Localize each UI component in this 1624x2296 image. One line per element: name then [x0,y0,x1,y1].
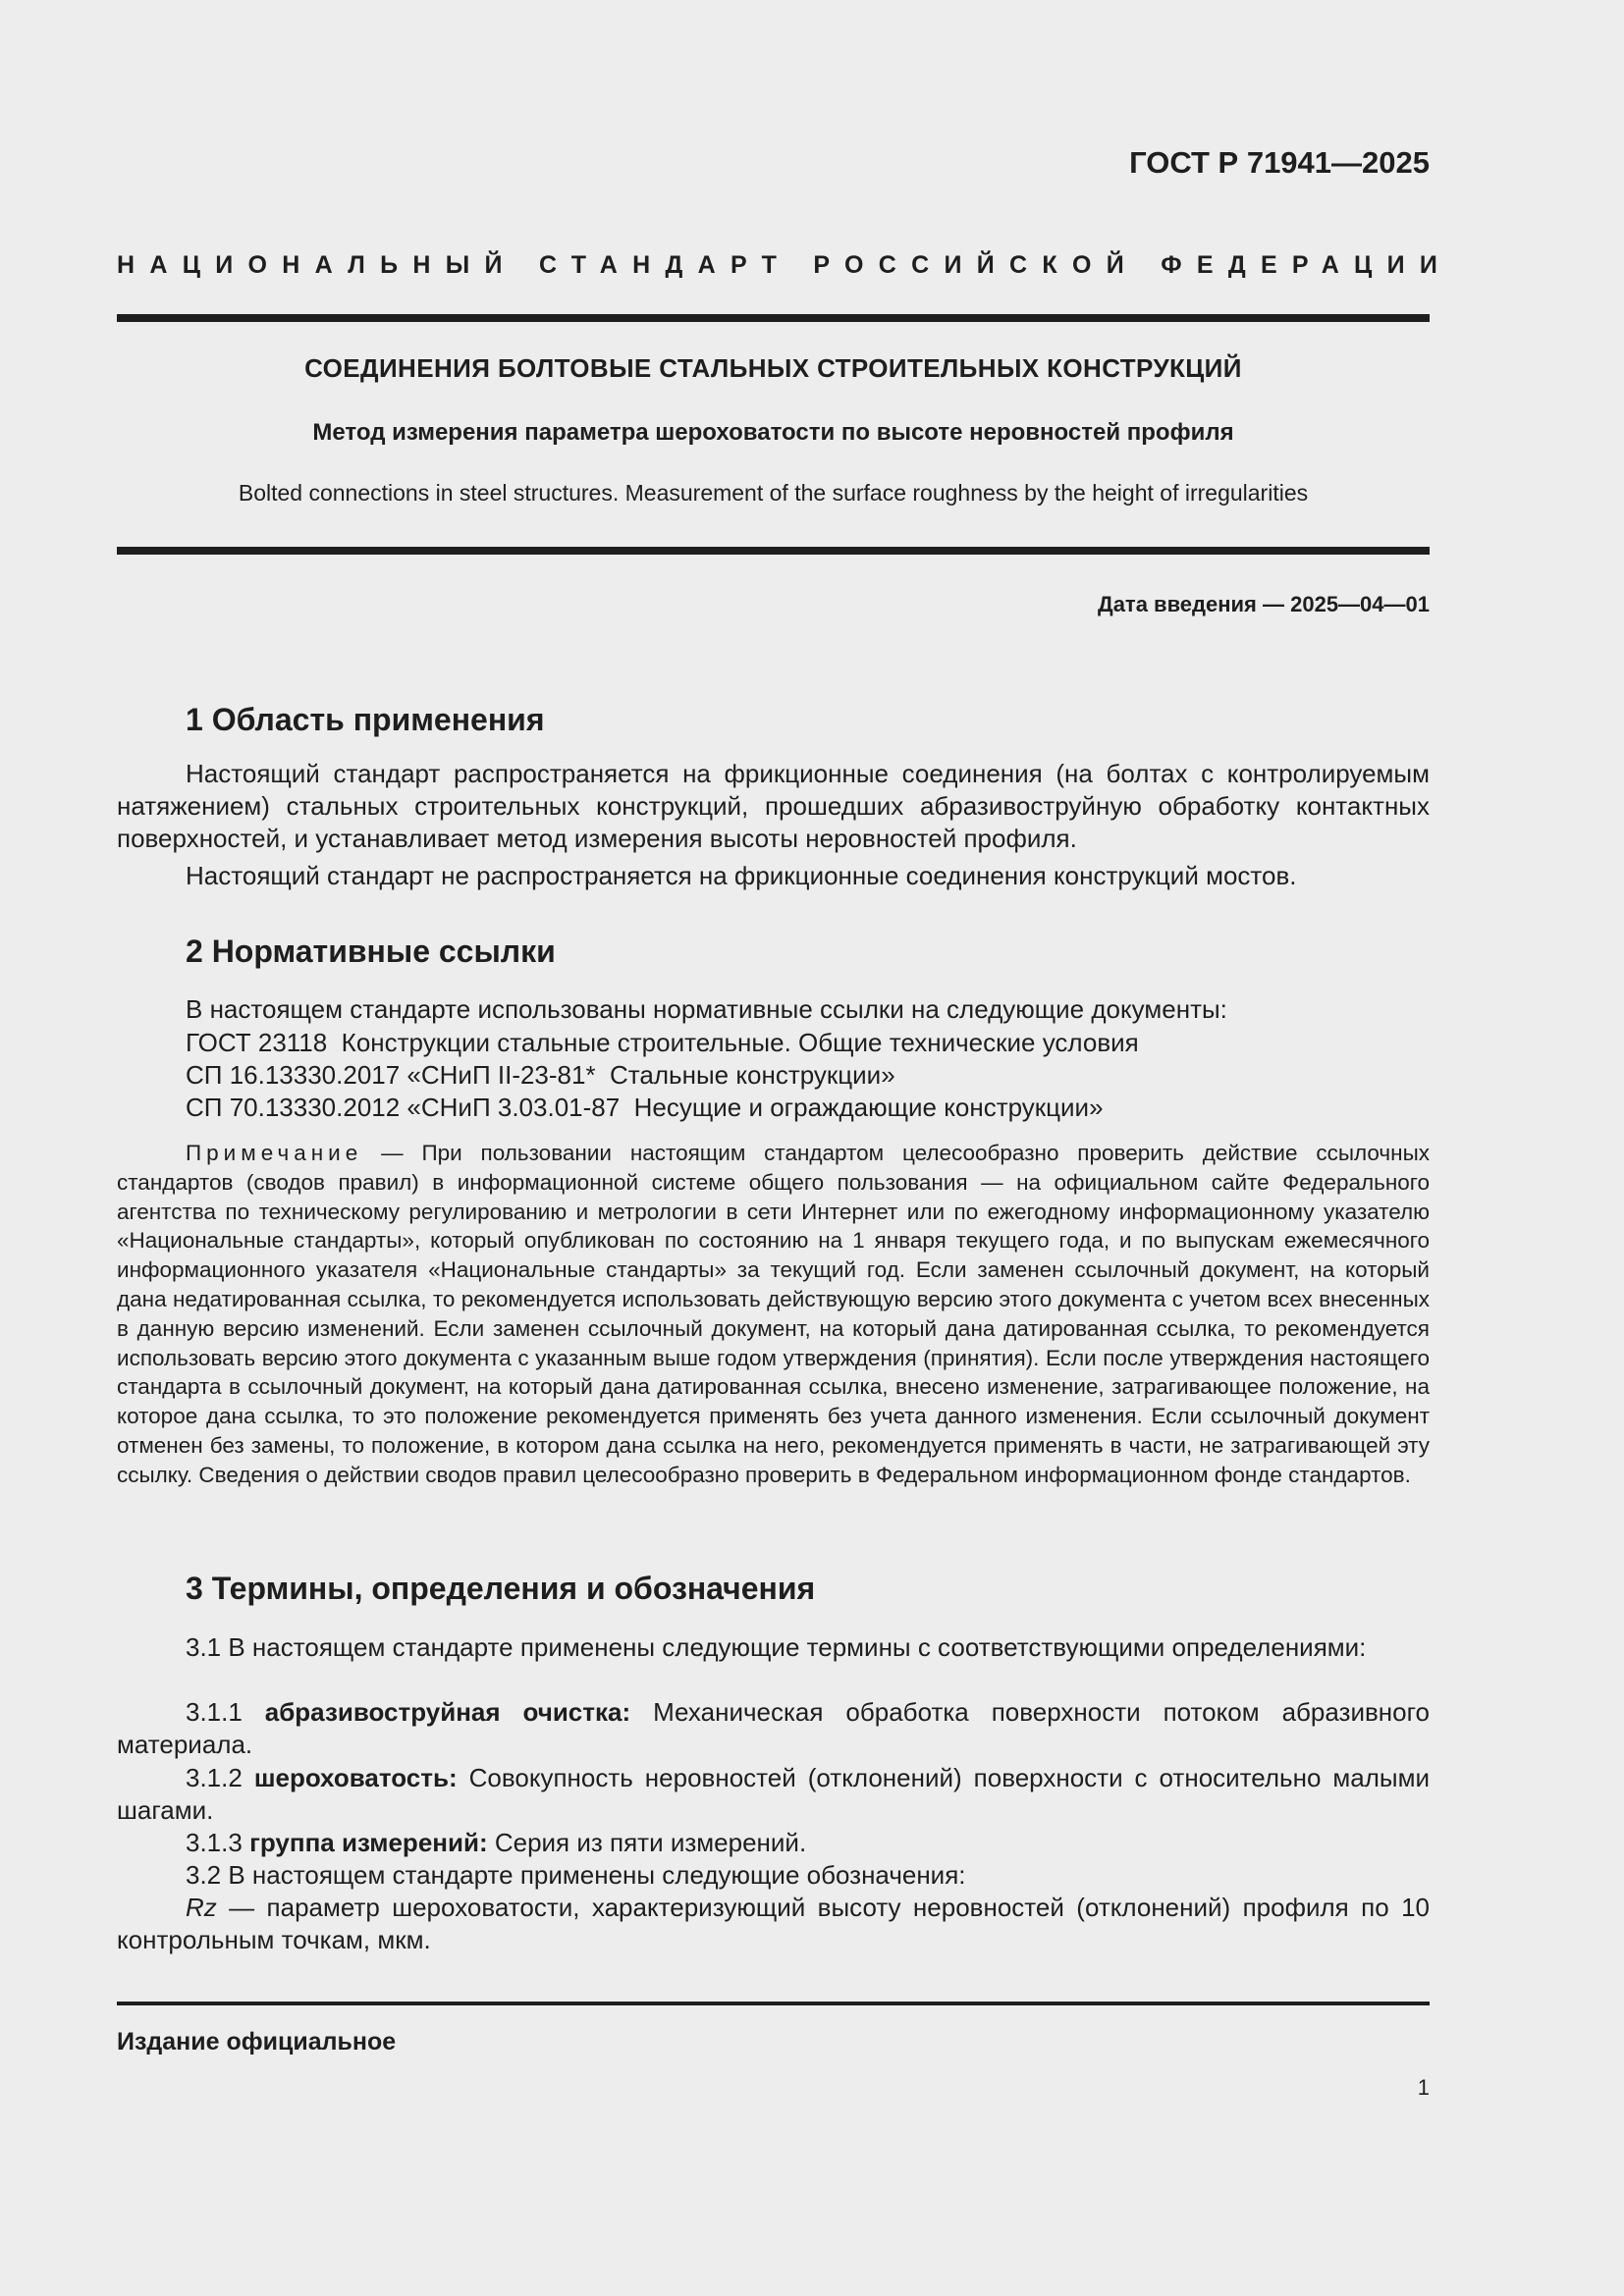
document-subtitle: Метод измерения параметра шероховатости по высоте неровностей профиля [312,419,1234,446]
document-title: СОЕДИНЕНИЯ БОЛТОВЫЕ СТАЛЬНЫХ СТРОИТЕЛЬНЫХ КОНСТРУКЦИЙ [304,353,1242,383]
standard-number: ГОСТ Р 71941—2025 [1129,145,1430,180]
term-definition: Механическая обработка поверхности потоком абразивного материала. [117,1697,1430,1759]
references-note [117,1139,1430,1490]
clause-3-2: 3.2 В настоящем стандарте применены следующие обозначения: [186,1860,966,1890]
reference-item: СП 70.13330.2012 «СНиП 3.03.01-87 Несущие и ограждающие конструкции» [186,1093,1104,1122]
symbol-definition: — параметр шероховатости, характеризующий высоту неровностей (отклонений) профиля по 10 контрольным точкам, мкм. [117,1893,1430,1954]
note-text: — При пользовании настоящим стандартом целесообразно проверить действие ссылочных стандартов (сводов правил) в информационной системе общего пользования — на официальном сайте Федерального агентства по техническому регулированию и метрологии в сети Интернет или по ежегодному информационному указателю «Национальные стандарты», который опубликован по состоянию на 1 января текущего года, и по выпускам ежемесячного информационного указателя «Национальные стандарты» за текущий год. Если заменен ссылочный документ, на который дана недатированная ссылка, то рекомендуется использовать действующую версию этого документа с учетом всех внесенных в данную версию изменений. Если заменен ссылочный документ, на который дана датированная ссылка, то рекомендуется использовать версию этого документа с указанным выше годом утверждения (принятия). Если после утверждения настоящего стандарта в ссылочный документ, на который дана датированная ссылка, внесено изменение, затрагивающее положение, на которое дана ссылка, то это положение рекомендуется применять без учета данного изменения. Если ссылочный документ отменен без замены, то положение, в котором дана ссылка на него, рекомендуется применять в части, не затрагивающей эту ссылку. Сведения о действии сводов правил целесообразно проверить в Федеральном информационном фонде стандартов. [117,1141,1430,1487]
section-1-paragraph-2: Настоящий стандарт не распространяется на фрикционные соединения конструкций мостов. [186,861,1297,890]
symbol-name: Rz [186,1893,217,1922]
term-3-1-3 [117,1827,1430,1859]
references-intro: В настоящем стандарте использованы нормативные ссылки на следующие документы: [186,994,1227,1024]
symbol-rz [117,1892,1430,1956]
section-2-heading: 2 Нормативные ссылки [186,934,556,969]
term-name: абразивоструйная очистка: [264,1697,631,1727]
title-bottom-rule [117,547,1430,555]
section-1-heading: 1 Область применения [186,702,545,737]
top-rule [117,314,1430,322]
term-definition: Совокупность неровностей (отклонений) поверхности с относительно малыми шагами. [117,1763,1430,1825]
term-definition: Серия из пяти измерений. [487,1828,807,1857]
term-3-1-2 [117,1762,1430,1827]
introduction-date: Дата введения — 2025—04—01 [1098,592,1430,616]
clause-3-1: 3.1 В настоящем стандарте применены следующие термины с соответствующими определениями: [186,1632,1367,1662]
term-number: 3.1.3 [186,1828,250,1857]
edition-label: Издание официальное [117,2028,397,2056]
english-title: Bolted connections in steel structures. Measurement of the surface roughness by the height of irregularities [238,480,1309,506]
page-number: 1 [1417,2075,1430,2100]
term-name: группа измерений: [249,1828,488,1857]
reference-item: ГОСТ 23118 Конструкции стальные строительные. Общие технические условия [186,1028,1139,1057]
term-number: 3.1.2 [186,1763,254,1792]
note-label: Примечание [186,1141,363,1165]
reference-item: СП 16.13330.2017 «СНиП II-23-81* Стальные конструкции» [186,1060,895,1090]
footer-rule [117,2002,1430,2005]
section-3-heading: 3 Термины, определения и обозначения [186,1571,816,1606]
term-3-1-1 [117,1696,1430,1761]
section-1-paragraph-1: Настоящий стандарт распространяется на фрикционные соединения (на болтах с контролируемым натяжением) стальных строительных конструкций, прошедших абразивоструйную обработку контактных поверхностей, и устанавливает метод измерения высоты неровностей профиля. [117,759,1430,853]
term-number: 3.1.1 [186,1697,265,1727]
national-standard-banner: НАЦИОНАЛЬНЫЙ СТАНДАРТ РОССИЙСКОЙ ФЕДЕРАЦИИ [117,251,1453,279]
term-name: шероховатость: [253,1763,458,1792]
